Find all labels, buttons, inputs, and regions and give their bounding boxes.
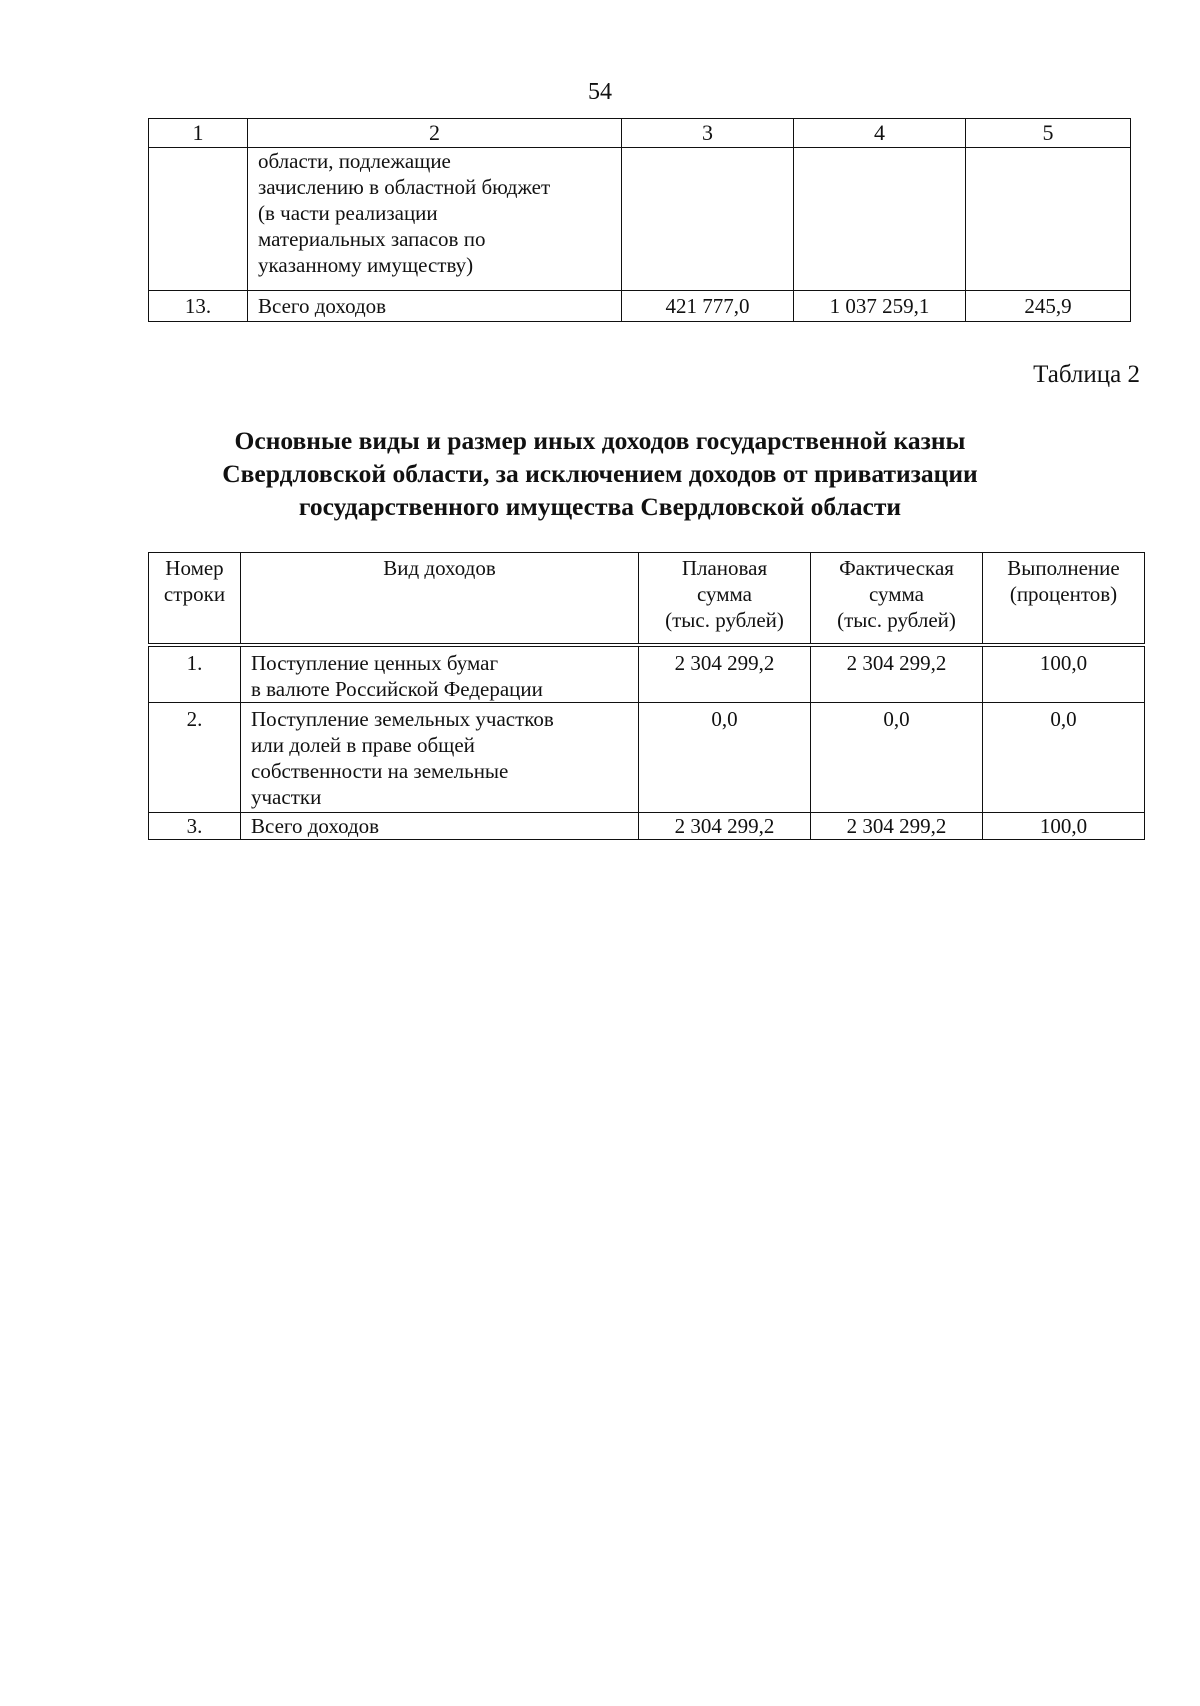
table-title (100, 424, 1100, 523)
fact-amount: 2 304 299,2 (811, 645, 983, 703)
percent-complete: 100,0 (983, 645, 1145, 703)
row-number: 3. (149, 813, 241, 840)
header-line: (тыс. рублей) (665, 608, 784, 632)
row-number: 2. (149, 703, 241, 813)
revenue-name-line: в валюте Российской Федерации (251, 677, 543, 701)
table-row-total (149, 291, 1131, 322)
table-row (149, 703, 1145, 813)
fact-amount (794, 148, 966, 291)
header-line: сумма (696, 582, 753, 606)
percent-complete: 0,0 (983, 703, 1145, 813)
header-percent (983, 553, 1145, 646)
revenue-name (241, 703, 639, 813)
column-number: 5 (966, 119, 1131, 148)
header-line: сумма (868, 582, 925, 606)
fact-amount: 0,0 (811, 703, 983, 813)
percent-complete (966, 148, 1131, 291)
header-line: Выполнение (1007, 556, 1120, 580)
header-line: (процентов) (1009, 582, 1118, 606)
table-title-line: Свердловской области, за исключением доходов от приватизации (222, 459, 978, 488)
header-line: Фактическая (839, 556, 954, 580)
plan-amount: 2 304 299,2 (639, 645, 811, 703)
percent-complete: 100,0 (983, 813, 1145, 840)
header-revenue-type: Вид доходов (241, 553, 639, 646)
plan-amount: 421 777,0 (622, 291, 794, 322)
revenue-name-line: зачислению в областной бюджет (258, 175, 551, 199)
table-row (149, 148, 1131, 291)
revenue-name-line: области, подлежащие (258, 149, 451, 173)
header-fact-amount (811, 553, 983, 646)
table-header-row (149, 553, 1145, 646)
plan-amount: 2 304 299,2 (639, 813, 811, 840)
header-line: Плановая (681, 556, 768, 580)
revenue-name: Всего доходов (241, 813, 639, 840)
revenue-name: Всего доходов (248, 291, 622, 322)
row-number (149, 148, 248, 291)
plan-amount (622, 148, 794, 291)
revenue-name (248, 148, 622, 291)
revenue-name-line: участки (251, 785, 322, 809)
fact-amount: 1 037 259,1 (794, 291, 966, 322)
revenue-name-line: указанному имуществу) (258, 253, 474, 277)
header-line: строки (163, 582, 226, 606)
row-number: 1. (149, 645, 241, 703)
table-title-line: государственного имущества Свердловской области (298, 492, 902, 521)
revenue-name-line: Поступление земельных участков (251, 707, 554, 731)
column-number: 4 (794, 119, 966, 148)
table-title-line: Основные виды и размер иных доходов государственной казны (234, 426, 966, 455)
percent-complete: 245,9 (966, 291, 1131, 322)
header-row-number (149, 553, 241, 646)
column-number: 1 (149, 119, 248, 148)
column-number-row (149, 119, 1131, 148)
other-revenue-table (148, 552, 1145, 840)
fact-amount: 2 304 299,2 (811, 813, 983, 840)
revenue-name (241, 645, 639, 703)
table-caption: Таблица 2 (1033, 361, 1140, 388)
column-number: 2 (248, 119, 622, 148)
revenue-name-line: Поступление ценных бумаг (251, 651, 499, 675)
table-row (149, 645, 1145, 703)
header-plan-amount (639, 553, 811, 646)
header-line: (тыс. рублей) (837, 608, 956, 632)
revenue-name-line: (в части реализации (258, 201, 438, 225)
revenue-name-line: собственности на земельные (251, 759, 509, 783)
plan-amount: 0,0 (639, 703, 811, 813)
revenue-name-line: или долей в праве общей (251, 733, 475, 757)
revenue-table-continuation (148, 118, 1131, 322)
column-number: 3 (622, 119, 794, 148)
row-number: 13. (149, 291, 248, 322)
revenue-name-line: материальных запасов по (258, 227, 486, 251)
table-row-total (149, 813, 1145, 840)
page-number: 54 (588, 79, 612, 105)
header-line: Номер (165, 556, 224, 580)
